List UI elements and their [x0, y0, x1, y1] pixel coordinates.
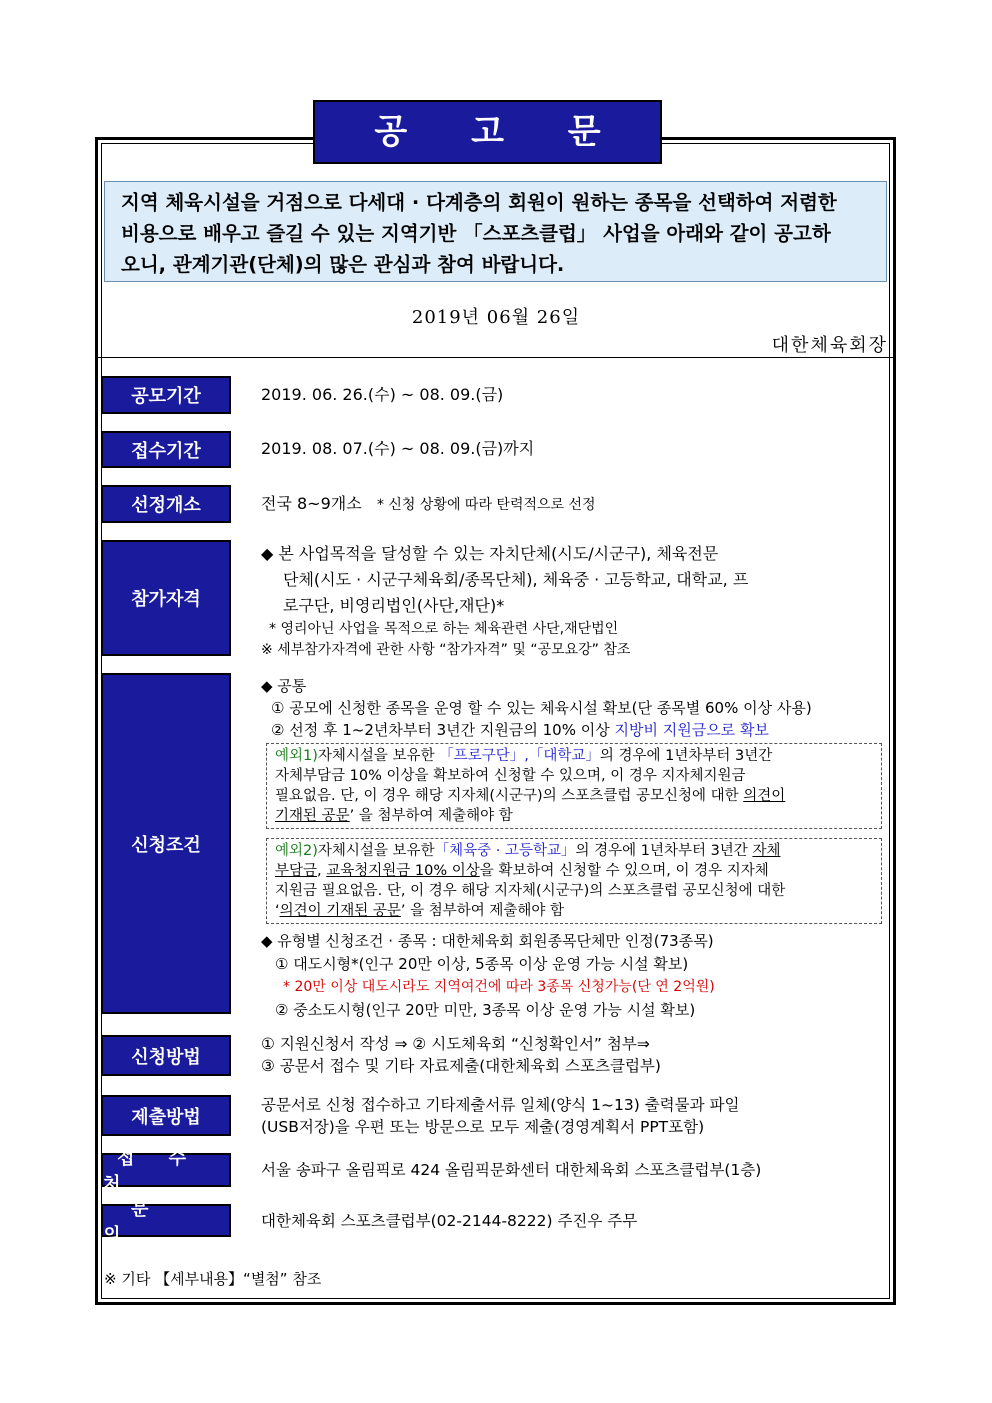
label-conditions: 신청조건 [101, 673, 231, 1014]
contact-text: 대한체육회 스포츠클럽부(02-2144-8222) 주진우 주무 [261, 1212, 638, 1230]
exception-1-tag: 예외1) [275, 748, 318, 764]
exception-1-line-3-underlined: 의견이 [743, 788, 786, 804]
eligibility-content [261, 541, 748, 661]
footer-note: ※ 기타 【세부내용】“별첨” 참조 [104, 1270, 322, 1288]
exception-2-text-a: 자체시설을 보유한 [317, 843, 435, 859]
exception-2-line-2-a: 부담금 [275, 863, 318, 879]
conditions-common-title: ◆ 공통 [261, 677, 307, 695]
exception-1-text-c: 의 경우에 1년차부터 3년간 [599, 748, 773, 764]
exception-1-line-1 [275, 746, 873, 766]
exception-2-highlight: 「체육중 · 고등학교」 [434, 843, 576, 859]
exception-2-line-2-c: 교육청지원금 10% 이상 [326, 863, 480, 879]
label-submit: 제출방법 [101, 1095, 231, 1136]
eligibility-line-3: 로구단, 비영리법인(사단,재단)* [283, 596, 505, 615]
header-divider [98, 357, 893, 358]
conditions-item-2 [261, 719, 812, 741]
issuing-organization: 대한체육회장 [771, 335, 888, 356]
method-line-2: ③ 공문서 접수 및 기타 자료제출(대한체육회 스포츠클럽부) [261, 1057, 661, 1075]
exception-2-line-4-a: ‘ [275, 903, 280, 919]
eligibility-line-2: 단체(시도 · 시군구체육회/종목단체), 체육중 · 고등학교, 대학교, 프 [283, 570, 749, 589]
exception-1-line-4-text: ’ 을 첨부하여 제출해야 함 [349, 808, 513, 824]
submit-line-2: (USB저장)을 우편 또는 방문으로 모두 제출(경영계획서 PPT포함) [261, 1118, 705, 1136]
intro-box [104, 181, 887, 282]
label-place: 접 수 처 [101, 1153, 231, 1187]
exception-1-line-4-underlined: 기재된 공문 [275, 808, 350, 824]
conditions-item-1: ① 공모에 신청한 종목을 운영 할 수 있는 체육시설 확보(단 종목별 60% 이상 사용) [271, 699, 812, 717]
exception-1-highlight: 「프로구단」,「대학교」 [439, 748, 600, 764]
eligibility-note-2: ※ 세부참가자격에 관한 사항 “참가자격” 및 “공모요강” 참조 [261, 642, 631, 658]
notice-title: 공 고 문 [313, 100, 662, 164]
conditions-type-2: ② 중소도시형(인구 20만 미만, 3종목 이상 운영 가능 시설 확보) [275, 1001, 696, 1019]
exception-2-line-2-d: 을 확보하여 신청할 수 있으며, 이 경우 지자체 [479, 863, 769, 879]
period-text: 2019. 06. 26.(수) ~ 08. 09.(금) [261, 385, 504, 404]
label-selection [101, 485, 231, 523]
exception-2-box [266, 838, 882, 924]
label-contact: 문 의 [101, 1204, 231, 1237]
exception-1-line-4 [275, 806, 873, 826]
exception-2-tag: 예외2) [275, 843, 318, 859]
exception-1-box [266, 743, 882, 829]
exception-2-line-4-b: 의견이 기재된 공문 [279, 903, 401, 919]
conditions-type-1: ① 대도시형*(인구 20만 이상, 5종목 이상 운영 가능 시설 확보) [275, 955, 689, 973]
label-method: 신청방법 [101, 1035, 231, 1076]
submit-content [261, 1094, 739, 1138]
label-period: 공모기간 [101, 376, 231, 414]
selection-text: 전국 8~9개소 [261, 494, 362, 513]
intro-line-3: 오니, 관계기관(단체)의 많은 관심과 참여 바랍니다. [121, 253, 565, 276]
exception-1-text-a: 자체시설을 보유한 [317, 748, 440, 764]
receipt-text: 2019. 08. 07.(수) ~ 08. 09.(금)까지 [261, 439, 535, 458]
exception-1-line-3 [275, 786, 873, 806]
exception-2-line-4 [275, 901, 873, 921]
conditions-item-2-text: ② 선정 후 1~2년차부터 3년간 지원금의 10% 이상 [271, 721, 615, 739]
label-receipt: 접수기간 [101, 431, 231, 468]
exception-2-text-c: 의 경우에 1년차부터 3년간 [575, 843, 753, 859]
conditions-type-1-note: * 20만 이상 대도시라도 지역여건에 따라 3종목 신청가능(단 연 2억원) [283, 979, 715, 995]
place-text: 서울 송파구 올림픽로 424 올림픽문화센터 대한체육회 스포츠클럽부(1층) [261, 1161, 762, 1179]
exception-2-line-1 [275, 841, 873, 861]
conditions-type-header: ◆ 유형별 신청조건 · 종목 : 대한체육회 회원종목단체만 인정(73종목) [261, 932, 714, 950]
eligibility-note-1: * 영리아닌 사업을 목적으로 하는 체육관련 사단,재단법인 [269, 621, 619, 637]
exception-1-line-2: 자체부담금 10% 이상을 확보하여 신청할 수 있으며, 이 경우 지자체지원금 [275, 768, 746, 784]
exception-2-line-2 [275, 861, 873, 881]
label-selection-text: 선정개소 [131, 495, 201, 516]
exception-2-line-3: 지원금 필요없음. 단, 이 경우 해당 지자체(시군구)의 스포츠클럽 공모신청에 대한 [275, 883, 786, 899]
label-eligibility: 참가자격 [101, 540, 231, 656]
submit-line-1: 공문서로 신청 접수하고 기타제출서류 일체(양식 1~13) 출력물과 파일 [261, 1096, 740, 1114]
conditions-types [261, 930, 715, 1022]
exception-2-line-2-b: , [317, 863, 327, 879]
selection-note: * 신청 상황에 따라 탄력적으로 선정 [376, 497, 596, 513]
selection-row [261, 493, 596, 516]
eligibility-line-1: ◆ 본 사업목적을 달성할 수 있는 자치단체(시도/시군구), 체육전문 [261, 544, 719, 563]
notice-date: 2019년 06월 26일 [411, 307, 581, 328]
method-content [261, 1033, 661, 1077]
intro-line-1: 지역 체육시설을 거점으로 다세대 · 다계층의 회원이 원하는 종목을 선택하여 저렴한 [121, 191, 837, 214]
exception-2-text-d: 자체 [752, 843, 781, 859]
exception-1-line-3-text: 필요없음. 단, 이 경우 해당 지자체(시군구)의 스포츠클럽 공모신청에 대한 [275, 788, 744, 804]
method-line-1: ① 지원신청서 작성 ⇒ ② 시도체육회 “신청확인서” 첨부⇒ [261, 1035, 650, 1053]
intro-line-2: 비용으로 배우고 즐길 수 있는 지역기반 「스포츠클럽」 사업을 아래와 같이 공고하 [121, 222, 831, 245]
conditions-common [261, 675, 812, 741]
exception-2-line-4-c: ’ 을 첨부하여 제출해야 함 [400, 903, 565, 919]
conditions-item-2-highlight: 지방비 지원금으로 확보 [614, 721, 769, 739]
